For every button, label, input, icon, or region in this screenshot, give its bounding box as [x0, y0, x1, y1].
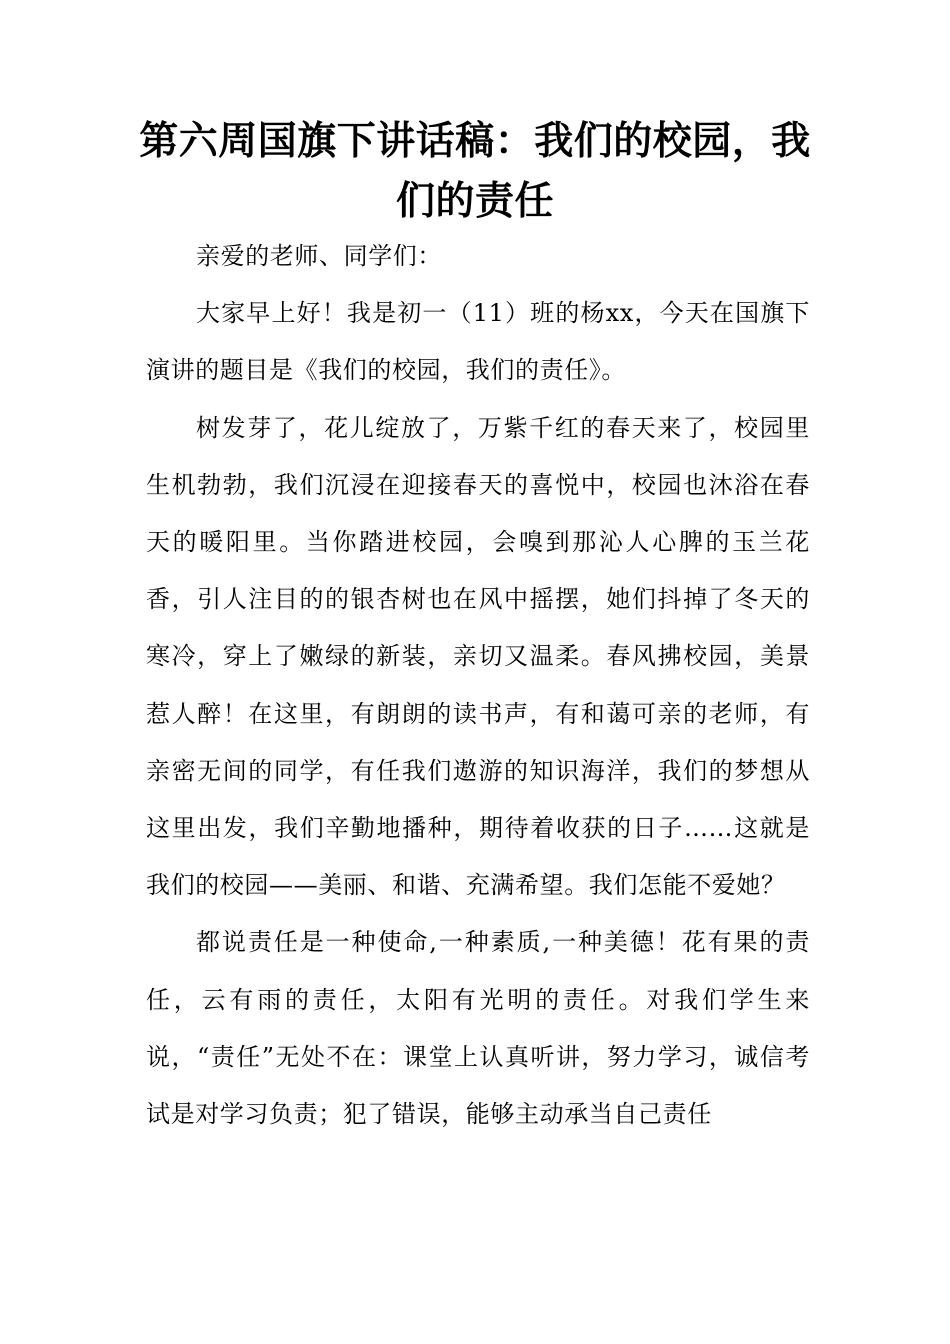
paragraph-campus-spring: 树发芽了，花儿绽放了，万紫千红的春天来了，校园里生机勃勃，我们沉浸在迎接春天的喜悦中，校园也沐浴在春天的暖阳里。当你踏进校园，会嗅到那沁人心脾的玉兰花香，引人注目的的银杏树也在风中摇摆，她们抖掉了冬天的寒冷，穿上了嫩绿的新装，亲切又温柔。春风拂校园，美景惹人醉！在这里，有朗朗的读书声，有和蔼可亲的老师，有亲密无间的同学，有任我们遨游的知识海洋，我们的梦想从这里出发，我们辛勤地播种，期待着收获的日子……这就是我们的校园——美丽、和谐、充满希望。我们怎能不爱她？ [146, 413, 810, 900]
paragraph-greeting: 亲爱的老师、同学们： [196, 242, 442, 270]
paragraph-introduction: 大家早上好！我是初一（11）班的杨xx，今天在国旗下演讲的题目是《我们的校园，我们的责任》。 [146, 299, 810, 385]
document-title: 第六周国旗下讲话稿：我们的校园，我们的责任 [139, 119, 811, 224]
paragraph-responsibility: 都说责任是一种使命,一种素质,一种美德！花有果的责任，云有雨的责任，太阳有光明的责任。对我们学生来说，“责任”无处不在：课堂上认真听讲，努力学习，诚信考试是对学习负责；犯了错误，能够主动承当自己责任 [146, 928, 810, 1129]
document-body [146, 228, 810, 1143]
